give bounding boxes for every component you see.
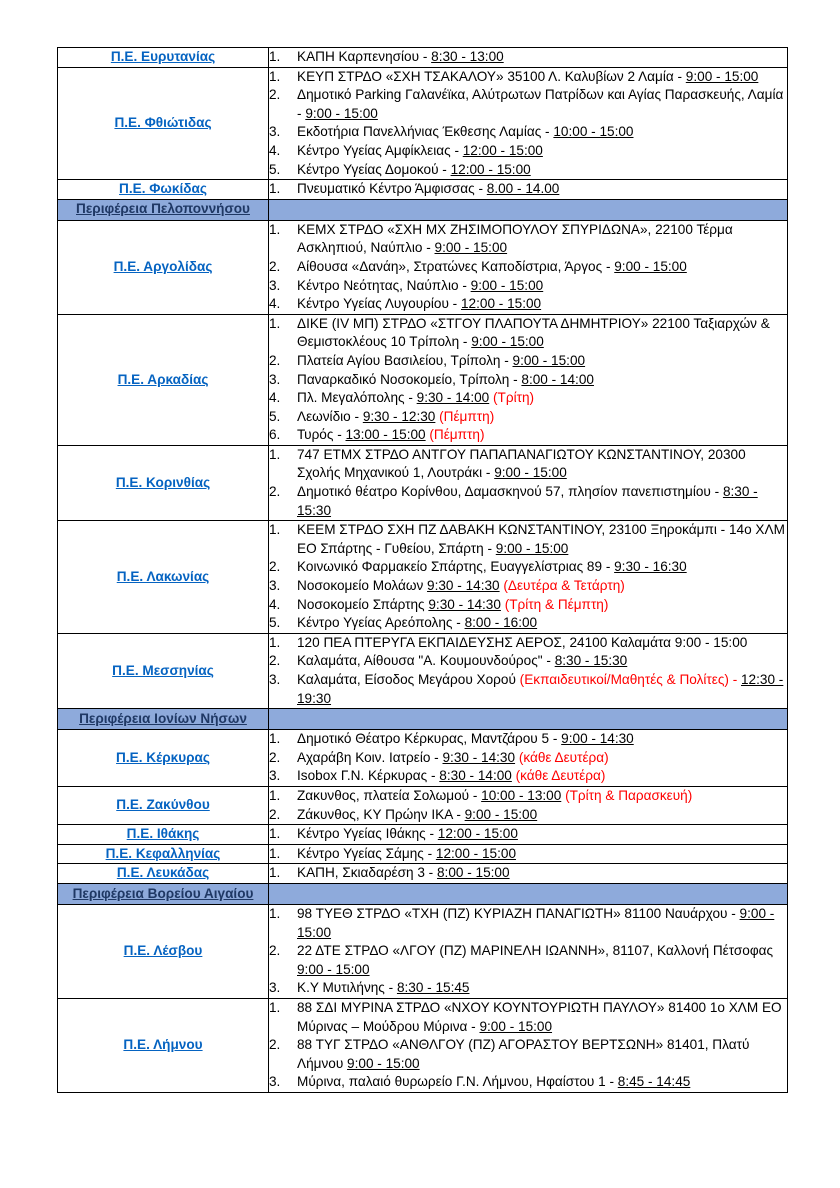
item-text — [297, 806, 787, 825]
section-header-label: Περιφέρεια Ιονίων Νήσων — [79, 710, 247, 726]
location-text: Δημοτικό Θέατρο Κέρκυρας, Μαντζάρου 5 - — [297, 731, 562, 747]
location-text: Κέντρο Υγείας Ιθάκης - — [297, 826, 438, 842]
location-text: ΚΕΜΧ ΣΤΡΔΟ «ΣΧΗ ΜΧ ΖΗΣΙΜΟΠΟΥΛΟΥ ΣΠΥΡΙΔΩΝΑ», 22100 Τέρμα Ασκληπιού, Ναύπλιο - — [297, 221, 733, 256]
item-text — [297, 1073, 787, 1092]
time-range: 12:30 - 19:30 — [297, 672, 784, 706]
location-text: Κέντρο Υγείας Λυγουρίου - — [297, 296, 461, 312]
item-text — [297, 577, 787, 596]
list-item — [269, 389, 787, 408]
list-item — [269, 68, 787, 87]
table-row — [58, 730, 788, 787]
item-text — [297, 48, 787, 67]
item-number: 4. — [269, 142, 281, 158]
time-range: 9:00 - 15:00 — [434, 240, 508, 256]
location-text: Κέντρο Υγείας Δομοκού - — [297, 161, 451, 177]
item-number: 1. — [269, 905, 281, 921]
item-text — [297, 86, 787, 123]
item-text — [297, 142, 787, 161]
table-row — [58, 864, 788, 884]
item-number: 2. — [269, 484, 281, 500]
list-item — [269, 426, 787, 445]
item-number: 1. — [269, 787, 281, 803]
locations-cell — [269, 521, 788, 634]
item-number: 1. — [269, 49, 281, 64]
time-range: 9:00 - 15:00 — [494, 465, 567, 481]
item-text — [297, 942, 787, 979]
day-note: (κάθε Δευτέρα) — [515, 768, 606, 784]
locations-cell — [269, 220, 788, 314]
region-cell — [58, 998, 269, 1092]
time-range: 9:00 - 15:00 — [470, 277, 544, 293]
item-text — [297, 979, 787, 998]
item-number: 4. — [269, 596, 281, 612]
list-item — [269, 295, 787, 314]
list-item — [269, 979, 787, 998]
item-text — [297, 905, 787, 942]
table-row — [58, 180, 788, 200]
locations-cell — [269, 904, 788, 998]
location-text: Κ.Υ Μυτιλήνης - — [297, 980, 397, 996]
region-cell — [58, 48, 269, 68]
section-header-empty-cell — [269, 199, 788, 220]
item-number: 1. — [269, 634, 281, 650]
item-text — [297, 864, 787, 883]
time-range: 9:00 - 14:30 — [561, 731, 634, 747]
locations-cell — [269, 730, 788, 787]
table-row — [58, 904, 788, 998]
item-number: 2. — [269, 1037, 281, 1053]
item-number: 1. — [269, 522, 281, 538]
table-row — [58, 786, 788, 824]
time-range: 10:00 - 13:00 — [481, 787, 562, 803]
item-text — [297, 277, 787, 296]
section-header-cell — [58, 883, 269, 904]
location-text: Αχαράβη Κοιν. Ιατρείο - — [297, 749, 443, 765]
item-text — [297, 295, 787, 314]
time-range: 9:00 - 15:00 — [479, 1018, 553, 1034]
time-range: 8:30 - 13:00 — [431, 49, 504, 64]
time-range: 9:00 - 15:00 — [685, 68, 759, 84]
list-item — [269, 142, 787, 161]
list-item — [269, 652, 787, 671]
item-number: 2. — [269, 943, 281, 959]
locations-cell — [269, 48, 788, 68]
location-text: ΚΕΥΠ ΣΤΡΔΟ «ΣΧΗ ΤΣΑΚΑΛΟΥ» 35100 Λ. Καλυβίων 2 Λαμία - — [297, 68, 686, 84]
region-cell — [58, 67, 269, 180]
item-number: 5. — [269, 408, 281, 424]
location-text: Isobox Γ.Ν. Κέρκυρας - — [297, 768, 440, 784]
item-text — [297, 446, 787, 483]
schedule-table-body — [58, 48, 788, 1093]
location-text: Κέντρο Υγείας Αρεόπολης - — [297, 615, 465, 631]
item-number: 1. — [269, 315, 281, 331]
list-item — [269, 371, 787, 390]
item-number: 2. — [269, 87, 281, 103]
region-cell — [58, 180, 269, 200]
time-range: 9:00 - 15:00 — [347, 1055, 420, 1071]
item-number: 1. — [269, 999, 281, 1015]
item-text — [297, 426, 787, 445]
time-range: 8:00 - 15:00 — [437, 865, 510, 881]
location-text: ΚΑΠΗ Καρπενησίου - — [297, 49, 432, 64]
location-text: Κέντρο Νεότητας, Ναύπλιο - — [297, 277, 471, 293]
item-number: 6. — [269, 427, 281, 443]
location-text: Νοσοκομείο Σπάρτης — [297, 596, 429, 612]
time-range: 13:00 - 15:00 — [345, 427, 426, 443]
list-item — [269, 671, 787, 708]
location-text: 120 ΠΕΑ ΠΤΕΡΥΓΑ ΕΚΠΑΙΔΕΥΣΗΣ ΑΕΡΟΣ, 24100 Καλαμάτα 9:00 - 15:00 — [297, 634, 748, 650]
time-range: 9:30 - 16:30 — [614, 559, 687, 575]
region-link[interactable]: Π.Ε. Κορινθίας — [115, 474, 211, 490]
day-note: (Δευτέρα & Τετάρτη) — [503, 578, 625, 594]
item-text — [297, 558, 787, 577]
day-note: (Πέμπτη) — [429, 427, 485, 443]
list-item — [269, 558, 787, 577]
location-text: Λεωνίδιο - — [297, 408, 363, 424]
section-header-empty-cell — [269, 709, 788, 730]
list-item — [269, 942, 787, 979]
schedule-table — [57, 47, 788, 1093]
item-text — [297, 408, 787, 427]
region-link[interactable]: Π.Ε. Κέρκυρας — [116, 749, 210, 765]
item-text — [297, 161, 787, 180]
time-range: 8:30 - 14:00 — [439, 768, 512, 784]
list-item — [269, 806, 787, 825]
time-range: 8:30 - 15:30 — [297, 484, 758, 518]
section-header-label: Περιφέρεια Βορείου Αιγαίου — [72, 885, 254, 901]
time-range: 9:00 - 15:00 — [297, 905, 775, 940]
item-number: 1. — [269, 68, 281, 84]
list-item — [269, 180, 787, 199]
locations-cell — [269, 844, 788, 864]
item-number: 1. — [269, 221, 281, 237]
list-item — [269, 634, 787, 653]
region-link[interactable]: Π.Ε. Λακωνίας — [116, 568, 210, 584]
location-text: Παναρκαδικό Νοσοκομείο, Τρίπολη - — [297, 371, 522, 387]
section-header-cell — [58, 199, 269, 220]
item-number: 2. — [269, 806, 281, 822]
region-cell — [58, 633, 269, 708]
region-link[interactable]: Π.Ε. Φωκίδας — [119, 181, 207, 197]
item-number: 5. — [269, 161, 281, 177]
region-cell — [58, 825, 269, 845]
region-cell — [58, 844, 269, 864]
item-text — [297, 221, 787, 258]
list-item — [269, 730, 787, 749]
item-number: 1. — [269, 446, 281, 462]
item-number: 3. — [269, 277, 281, 293]
section-header-row — [58, 709, 788, 730]
time-range: 12:00 - 15:00 — [460, 296, 542, 312]
item-number: 3. — [269, 672, 281, 687]
list-item — [269, 749, 787, 768]
table-row — [58, 521, 788, 634]
location-text: Δημοτικό Parking Γαλανέϊκα, Αλύτρωτων Πατρίδων και Αγίας Παρασκευής, Λαμία - — [297, 87, 784, 121]
locations-cell — [269, 864, 788, 884]
table-row — [58, 314, 788, 445]
time-range: 9:00 - 15:00 — [614, 258, 687, 274]
table-row — [58, 220, 788, 314]
day-note: (Πέμπτη) — [439, 408, 495, 424]
location-text: ΔΙΚΕ (IV ΜΠ) ΣΤΡΔΟ «ΣΤΓΟΥ ΠΛΑΠΟΥΤΑ ΔΗΜΗΤΡΙΟΥ» 22100 Ταξιαρχών & Θεμιστοκλέους 10 Τρίπολη - — [297, 315, 770, 350]
location-text: Τυρός - — [297, 427, 346, 443]
location-text: 747 ΕΤΜΧ ΣΤΡΔΟ ΑΝΤΓΟΥ ΠΑΠΑΠΑΝΑΓΙΩΤΟΥ ΚΩΝΣΤΑΝΤΙΝΟΥ, 20300 Σχολής Μηχανικού 1, Λουτράκι - — [297, 446, 746, 481]
time-range: 9:00 - 15:00 — [471, 334, 544, 350]
region-link[interactable]: Π.Ε. Ευρυτανίας — [110, 49, 216, 64]
region-link[interactable]: Π.Ε. Ζακύνθου — [116, 797, 210, 813]
list-item — [269, 577, 787, 596]
list-item — [269, 221, 787, 258]
list-item — [269, 596, 787, 615]
list-item — [269, 258, 787, 277]
region-link[interactable]: Π.Ε. Λέσβου — [123, 943, 203, 959]
region-link[interactable]: Π.Ε. Λευκάδας — [116, 865, 210, 881]
item-number: 5. — [269, 615, 281, 631]
table-row — [58, 844, 788, 864]
list-item — [269, 277, 787, 296]
list-item — [269, 825, 787, 844]
item-number: 2. — [269, 559, 281, 575]
item-text — [297, 371, 787, 390]
time-range: 9:00 - 15:00 — [305, 105, 378, 121]
list-item — [269, 905, 787, 942]
location-text: Μύρινα, παλαιό θυρωρείο Γ.Ν. Λήμνου, Ηφαίστου 1 - — [297, 1074, 618, 1090]
list-item — [269, 787, 787, 806]
item-text — [297, 787, 787, 806]
region-cell — [58, 864, 269, 884]
time-range: 8:00 - 16:00 — [464, 615, 538, 631]
item-text — [297, 767, 787, 786]
region-cell — [58, 314, 269, 445]
list-item — [269, 521, 787, 558]
table-row — [58, 48, 788, 68]
item-text — [297, 258, 787, 277]
locations-cell — [269, 180, 788, 200]
location-text: Κοινωνικό Φαρμακείο Σπάρτης, Ευαγγελίστριας 89 - — [297, 559, 615, 575]
region-link[interactable]: Π.Ε. Φθιώτιδας — [114, 115, 212, 131]
region-link[interactable]: Π.Ε. Κεφαλληνίας — [105, 845, 221, 861]
item-text — [297, 596, 787, 615]
region-link[interactable]: Π.Ε. Αργολίδας — [113, 258, 213, 274]
location-text: Αίθουσα «Δανάη», Στρατώνες Καποδίστρια, Άργος - — [297, 258, 615, 274]
item-number: 3. — [269, 578, 281, 594]
item-text — [297, 352, 787, 371]
locations-cell — [269, 786, 788, 824]
region-link[interactable]: Π.Ε. Αρκαδίας — [117, 371, 209, 387]
item-number: 1. — [269, 731, 281, 747]
locations-cell — [269, 633, 788, 708]
list-item — [269, 1036, 787, 1073]
item-number: 1. — [269, 865, 281, 881]
day-note: (κάθε Δευτέρα) — [518, 749, 609, 765]
time-range: 8:45 - 14:45 — [617, 1074, 691, 1090]
item-text — [297, 614, 787, 633]
time-range: 8:00 - 14:00 — [521, 371, 594, 387]
item-number: 2. — [269, 653, 281, 669]
location-text: Κέντρο Υγείας Αμφίκλειας - — [297, 142, 463, 158]
location-text: ΚΑΠΗ, Σκιαδαρέση 3 - — [297, 865, 437, 881]
item-number: 2. — [269, 352, 281, 368]
time-range: 9:30 - 14:30 — [427, 578, 500, 594]
item-number: 1. — [269, 826, 281, 842]
locations-cell — [269, 314, 788, 445]
table-row — [58, 825, 788, 845]
table-row — [58, 998, 788, 1092]
location-text: Καλαμάτα, Αίθουσα "Α. Κουμουνδούρος" - — [297, 653, 555, 669]
list-item — [269, 767, 787, 786]
location-text: 98 ΤΥΕΘ ΣΤΡΔΟ «ΤΧΗ (ΠΖ) ΚΥΡΙΑΖΗ ΠΑΝΑΓΙΩΤΗ» 81100 Ναυάρχου - — [297, 905, 740, 921]
list-item — [269, 315, 787, 352]
item-text — [297, 999, 787, 1036]
list-item — [269, 1073, 787, 1092]
time-range: 9:30 - 12:30 — [362, 408, 436, 424]
section-header-empty-cell — [269, 883, 788, 904]
item-text — [297, 123, 787, 142]
item-text — [297, 652, 787, 671]
location-text: 88 ΤΥΓ ΣΤΡΔΟ «ΑΝΘΛΓΟΥ (ΠΖ) ΑΓΟΡΑΣΤΟΥ ΒΕΡΤΣΩΝΗ» 81401, Πλατύ Λήμνου — [297, 1037, 750, 1071]
time-range: 12:00 - 15:00 — [462, 142, 543, 158]
region-cell — [58, 445, 269, 520]
time-range: 8.00 - 14.00 — [486, 181, 560, 197]
location-text: Δημοτικό θέατρο Κορίνθου, Δαμασκηνού 57, πλησίον πανεπιστημίου - — [297, 484, 723, 500]
item-text — [297, 521, 787, 558]
region-cell — [58, 521, 269, 634]
item-text — [297, 68, 787, 87]
day-note: (Τρίτη) — [493, 390, 535, 406]
item-number: 1. — [269, 181, 281, 197]
region-link[interactable]: Π.Ε. Μεσσηνίας — [112, 662, 214, 678]
locations-cell — [269, 445, 788, 520]
location-text: Καλαμάτα, Είσοδος Μεγάρου Χορού — [297, 672, 520, 687]
section-header-row — [58, 199, 788, 220]
item-number: 3. — [269, 980, 281, 996]
item-number: 3. — [269, 1074, 281, 1090]
location-text: Ζάκυνθος, ΚΥ Πρώην ΙΚΑ - — [297, 806, 465, 822]
time-range: 9:00 - 15:00 — [495, 540, 569, 556]
day-note: (Τρίτη & Παρασκευή) — [565, 787, 693, 803]
time-range: 12:00 - 15:00 — [437, 826, 518, 842]
time-range: 9:00 - 15:00 — [464, 806, 538, 822]
item-text — [297, 315, 787, 352]
location-text: Πλ. Μεγαλόπολης - — [297, 390, 417, 406]
item-number: 1. — [269, 845, 281, 861]
section-header-cell — [58, 709, 269, 730]
item-text — [297, 730, 787, 749]
list-item — [269, 123, 787, 142]
time-range: 12:00 - 15:00 — [435, 845, 517, 861]
time-range: 9:30 - 14:00 — [416, 390, 490, 406]
table-row — [58, 633, 788, 708]
list-item — [269, 408, 787, 427]
location-text: ΚΕΕΜ ΣΤΡΔΟ ΣΧΗ ΠΖ ΔΑΒΑΚΗ ΚΩΝΣΤΑΝΤΙΝΟΥ, 23100 Ξηροκάμπι - 14ο ΧΛΜ ΕΟ Σπάρτης - Γυθείου, Σπάρτη - — [297, 522, 785, 556]
item-number: 2. — [269, 258, 281, 274]
day-note: (Τρίτη & Πέμπτη) — [504, 596, 609, 612]
time-range: 9:00 - 15:00 — [512, 352, 586, 368]
item-number: 3. — [269, 768, 281, 784]
locations-cell — [269, 825, 788, 845]
item-text — [297, 845, 787, 864]
item-text — [297, 483, 787, 520]
item-text — [297, 671, 787, 708]
day-note: (Εκπαιδευτικοί/Μαθητές & Πολίτες) - — [519, 672, 738, 687]
location-text: Εκδοτήρια Πανελλήνιας Έκθεσης Λαμίας - — [297, 124, 554, 140]
location-text: 88 ΣΔΙ ΜΥΡΙΝΑ ΣΤΡΔΟ «ΝΧΟΥ ΚΟΥΝΤΟΥΡΙΩΤΗ ΠΑΥΛΟΥ» 81400 1ο ΧΛΜ ΕΟ Μύρινας – Μούδρου Μύρινα - — [297, 999, 782, 1034]
item-number: 4. — [269, 390, 281, 406]
time-range: 12:00 - 15:00 — [450, 161, 531, 177]
item-number: 3. — [269, 371, 281, 387]
item-text — [297, 634, 787, 653]
list-item — [269, 86, 787, 123]
region-link[interactable]: Π.Ε. Ιθάκης — [126, 826, 200, 842]
time-range: 8:30 - 15:30 — [554, 653, 628, 669]
location-text: Πλατεία Αγίου Βασιλείου, Τρίπολη - — [297, 352, 513, 368]
item-text — [297, 389, 787, 408]
list-item — [269, 999, 787, 1036]
item-number: 2. — [269, 749, 281, 765]
region-link[interactable]: Π.Ε. Λήμνου — [123, 1037, 203, 1053]
section-header-label: Περιφέρεια Πελοποννήσου — [76, 201, 250, 217]
table-row — [58, 445, 788, 520]
item-text — [297, 825, 787, 844]
table-row — [58, 67, 788, 180]
section-header-row — [58, 883, 788, 904]
location-text: Νοσοκομείο Μολάων — [297, 578, 428, 594]
location-text: Πνευματικό Κέντρο Άμφισσας - — [297, 181, 487, 197]
locations-cell — [269, 998, 788, 1092]
list-item — [269, 352, 787, 371]
location-text: Ζακυνθος, πλατεία Σολωμού - — [297, 787, 482, 803]
time-range: 8:30 - 15:45 — [396, 980, 470, 996]
item-text — [297, 749, 787, 768]
item-number: 4. — [269, 296, 281, 312]
location-text: 22 ΔΤΕ ΣΤΡΔΟ «ΛΓΟΥ (ΠΖ) ΜΑΡΙΝΕΛΗ ΙΩΑΝΝΗ», 81107, Καλλονή Πέτσοφας — [297, 943, 774, 959]
list-item — [269, 864, 787, 883]
item-number: 3. — [269, 124, 281, 140]
region-cell — [58, 730, 269, 787]
list-item — [269, 48, 787, 67]
list-item — [269, 446, 787, 483]
item-text — [297, 1036, 787, 1073]
locations-cell — [269, 67, 788, 180]
item-text — [297, 180, 787, 199]
location-text: Κέντρο Υγείας Σάμης - — [297, 845, 436, 861]
list-item — [269, 161, 787, 180]
list-item — [269, 483, 787, 520]
time-range: 9:00 - 15:00 — [297, 961, 370, 977]
list-item — [269, 614, 787, 633]
region-cell — [58, 904, 269, 998]
region-cell — [58, 786, 269, 824]
list-item — [269, 845, 787, 864]
time-range: 9:30 - 14:30 — [428, 596, 501, 612]
region-cell — [58, 220, 269, 314]
time-range: 10:00 - 15:00 — [553, 124, 634, 140]
time-range: 9:30 - 14:30 — [442, 749, 516, 765]
